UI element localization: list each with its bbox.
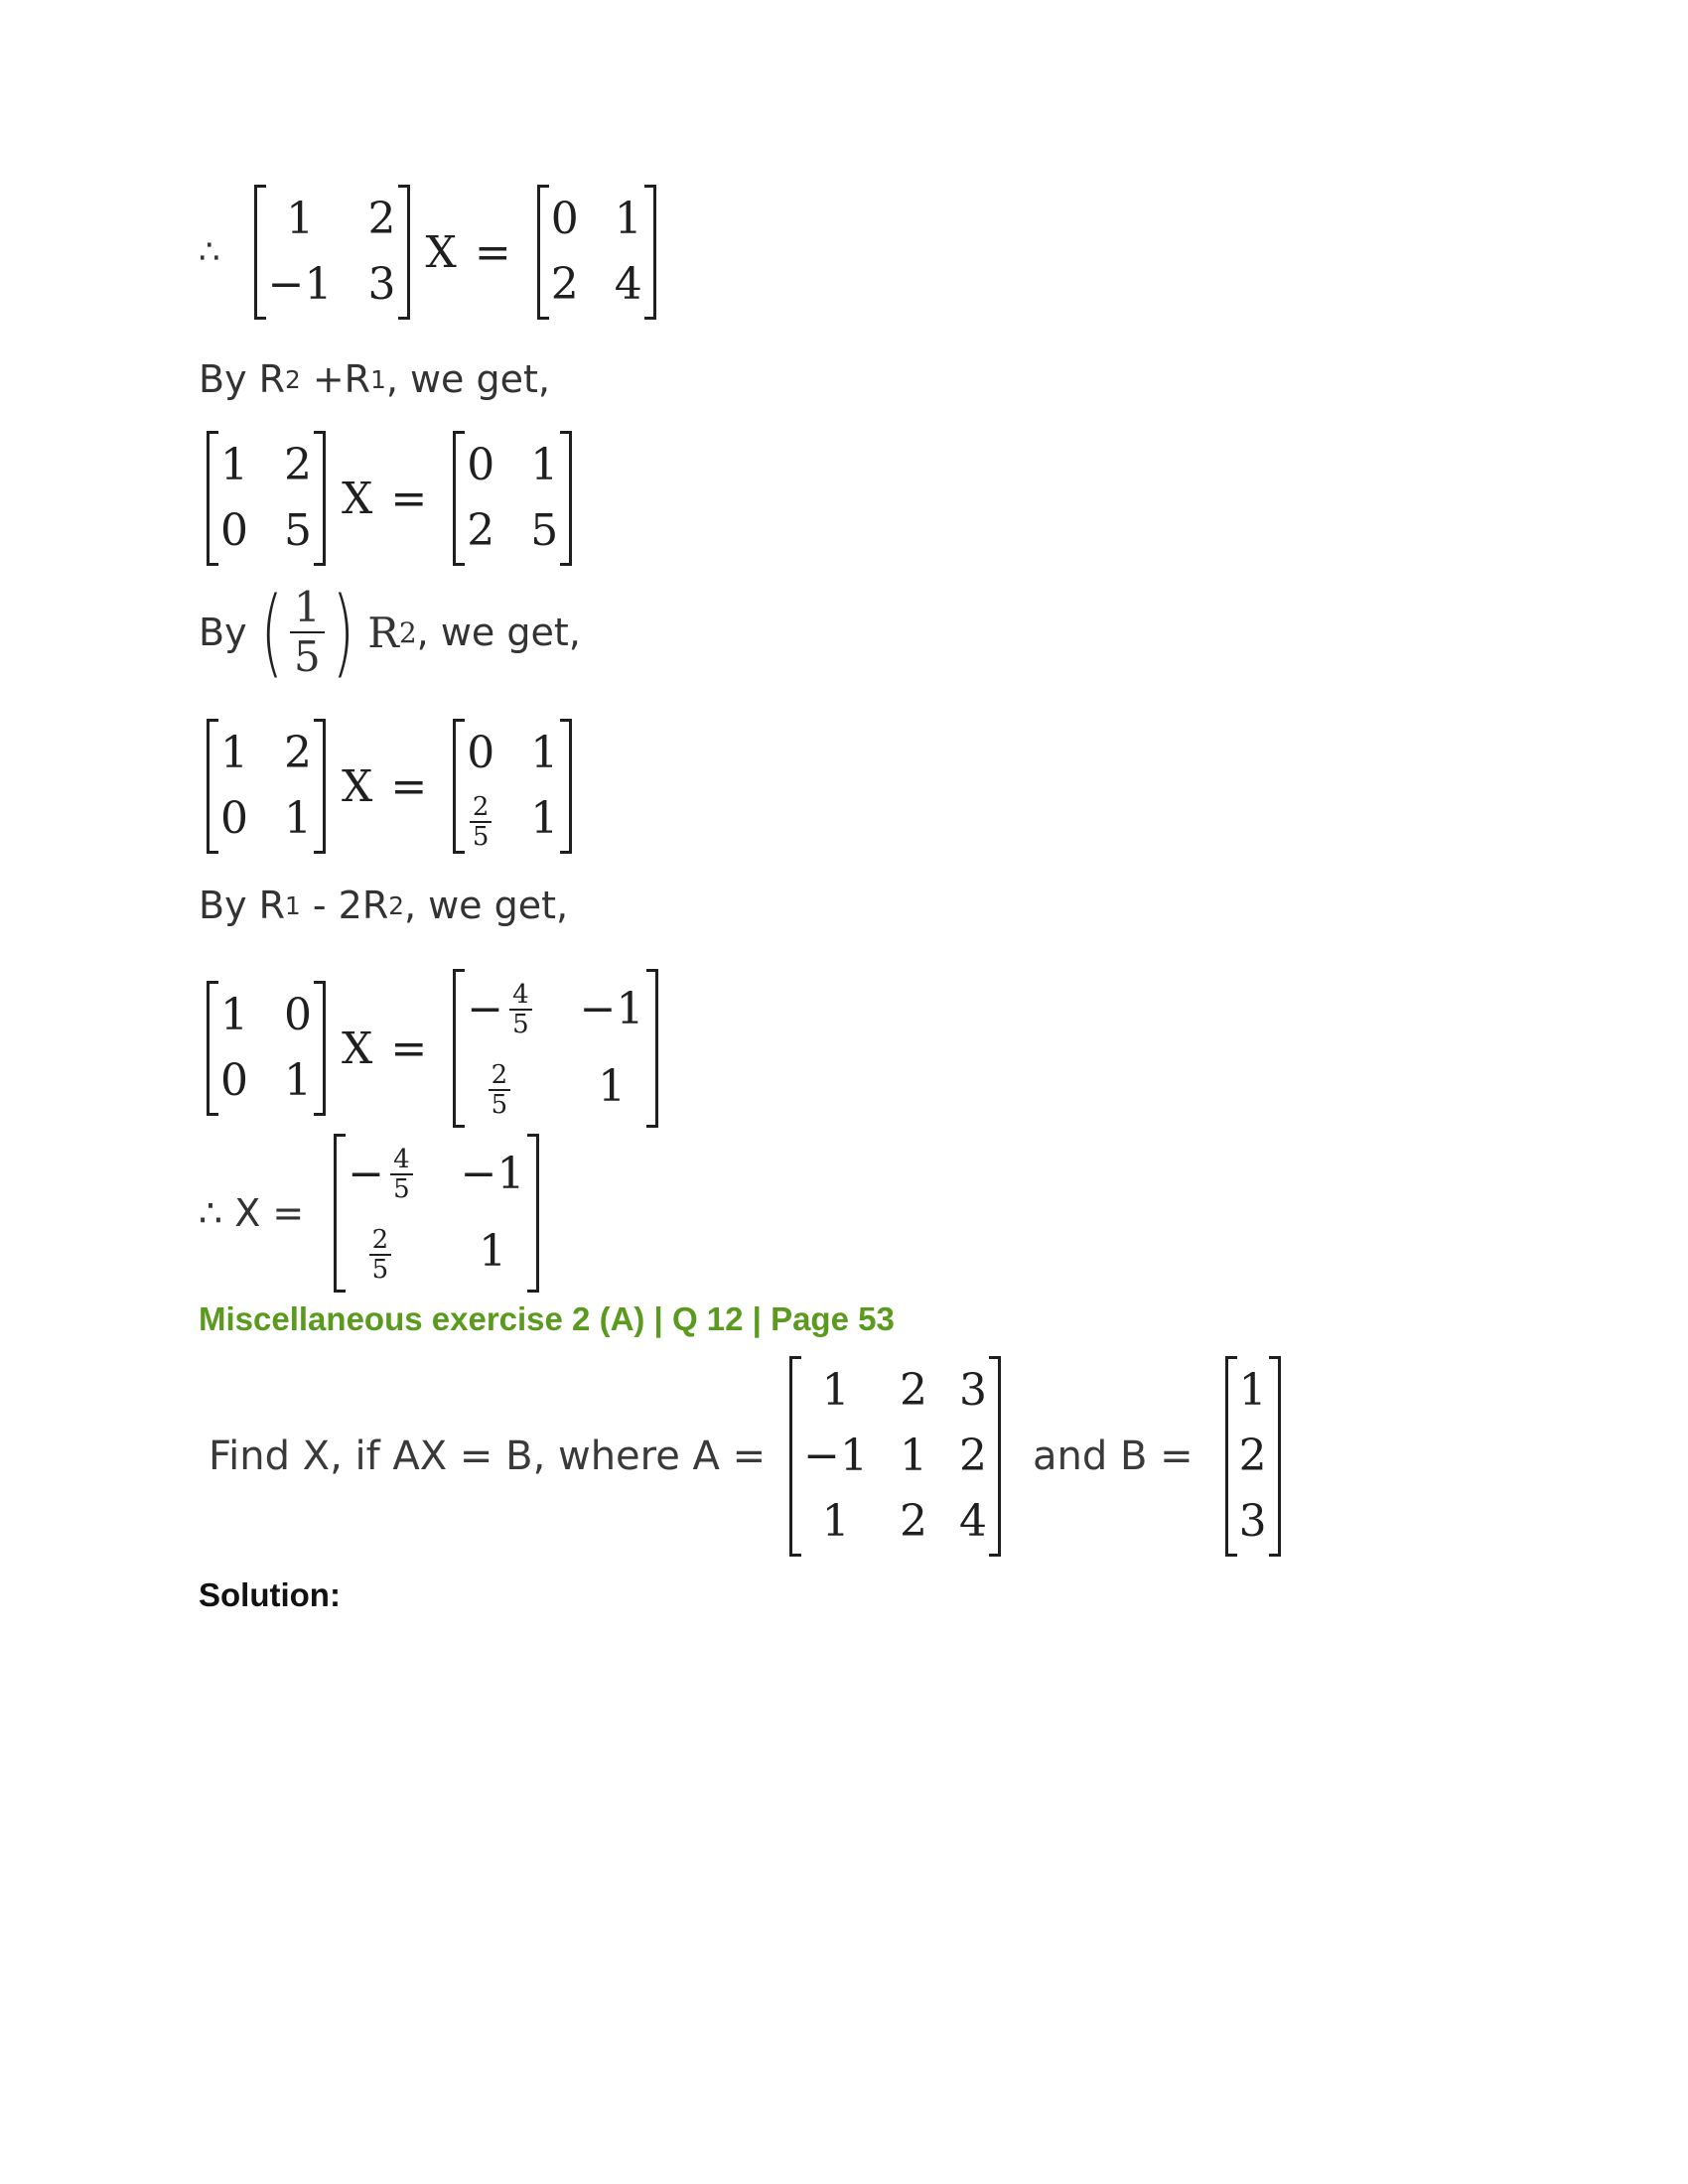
matrix-cell [348, 1138, 412, 1211]
fraction-denominator: 5 [294, 632, 321, 681]
row-symbol: R [367, 608, 399, 657]
matrix-cell: 1 [1238, 1365, 1267, 1416]
op-tail: , we get, [403, 884, 569, 927]
matrix-cell: 1 [614, 194, 642, 244]
op-subscript: 2 [398, 615, 417, 649]
right-paren: ) [332, 577, 354, 688]
matrix-right [453, 723, 572, 850]
op-subscript: 2 [388, 890, 404, 920]
result-matrix [334, 1138, 538, 1289]
matrix-cell: 2 [1238, 1431, 1267, 1481]
matrix-cell: 1 [284, 793, 312, 844]
fraction-denominator: 5 [512, 1010, 529, 1039]
question-reference-link[interactable]: Miscellaneous exercise 2 (A) | Q 12 | Page 53 [199, 1300, 895, 1337]
fraction-denominator: 5 [393, 1174, 410, 1204]
result-lead: ∴ X = [199, 1191, 305, 1235]
op-text: - 2R [300, 884, 389, 927]
op-tail: , we get, [385, 357, 550, 401]
matrix-cell: 2 [284, 728, 312, 778]
matrix-cell: 4 [614, 259, 642, 310]
matrix-cell: 2 [900, 1365, 928, 1416]
matrix-cell: 3 [1238, 1496, 1267, 1547]
matrix-cell [468, 788, 493, 850]
result-equation [199, 1138, 547, 1289]
fraction-numerator: 2 [369, 1227, 392, 1256]
matrix-cell: 2 [367, 194, 396, 244]
matrix-cell: 2 [959, 1431, 988, 1481]
matrix-cell: −1 [803, 1431, 869, 1481]
matrix-cell: 1 [821, 1496, 850, 1547]
matrix-cell: 1 [598, 1061, 627, 1112]
matrix-left [207, 723, 326, 850]
matrix-cell: 0 [467, 728, 495, 778]
matrix-cell: 1 [286, 194, 315, 244]
matrix-cell [467, 973, 531, 1046]
matrix-cell: 0 [467, 440, 495, 490]
matrix-a [789, 1360, 1001, 1553]
op-text: By [199, 611, 247, 654]
matrix-right [453, 973, 657, 1124]
equals-sign: = [390, 1023, 428, 1074]
matrix-cell: 3 [367, 259, 396, 310]
fraction-numerator: 2 [489, 1062, 511, 1091]
op-subscript: 1 [370, 364, 386, 394]
equation-step-1 [199, 189, 664, 316]
row-operation-1 [199, 357, 550, 401]
matrix-cell: −1 [460, 1149, 525, 1199]
question-statement [209, 1360, 1289, 1553]
matrix-cell: 1 [900, 1431, 928, 1481]
variable-x: X [342, 760, 373, 812]
therefore-symbol: ∴ [199, 232, 220, 272]
matrix-cell: −1 [267, 259, 333, 310]
question-text: Find X, if AX = B, where A = [209, 1433, 767, 1479]
matrix-cell: 2 [467, 505, 495, 556]
variable-x: X [342, 1023, 373, 1074]
variable-x: X [342, 473, 373, 524]
fraction-numerator: 2 [470, 794, 492, 823]
fraction [369, 1224, 392, 1285]
fraction-denominator: 5 [491, 1089, 508, 1120]
matrix-cell [367, 1215, 393, 1289]
left-paren: ( [260, 577, 283, 688]
row-operation-3 [199, 884, 568, 927]
matrix-cell: 4 [959, 1496, 988, 1547]
fraction [470, 791, 492, 852]
matrix-cell [487, 1050, 512, 1124]
matrix-cell: 0 [220, 505, 248, 556]
op-subscript: 1 [285, 890, 301, 920]
variable-x: X [425, 226, 457, 278]
matrix-left [207, 985, 326, 1112]
matrix-cell: −1 [579, 984, 644, 1034]
equation-step-4 [199, 973, 666, 1124]
op-text: +R [300, 357, 371, 401]
matrix-cell: 0 [284, 990, 312, 1040]
matrix-cell: 1 [530, 440, 559, 490]
matrix-cell: 1 [479, 1226, 507, 1277]
matrix-cell: 1 [821, 1365, 850, 1416]
matrix-b [1225, 1360, 1281, 1553]
equation-step-2 [199, 435, 580, 562]
minus-sign: − [348, 1149, 385, 1199]
matrix-cell: 0 [550, 194, 579, 244]
matrix-cell: 5 [284, 505, 312, 556]
equals-sign: = [390, 473, 428, 524]
matrix-cell: 5 [530, 505, 559, 556]
fraction-numerator: 4 [509, 982, 532, 1011]
minus-sign: − [467, 984, 504, 1034]
fraction [489, 1059, 511, 1120]
op-text: By R [199, 357, 286, 401]
matrix-cell: 2 [900, 1496, 928, 1547]
matrix-cell: 2 [284, 440, 312, 490]
matrix-cell: 0 [220, 1055, 248, 1106]
solution-label: Solution: [199, 1576, 341, 1613]
fraction-numerator: 4 [390, 1147, 413, 1175]
matrix-cell: 1 [284, 1055, 312, 1106]
op-text: By R [199, 884, 286, 927]
and-b-text: and B = [1033, 1433, 1194, 1479]
fraction [290, 584, 325, 681]
fraction-denominator: 5 [371, 1254, 389, 1285]
fraction-in-parentheses [253, 577, 362, 688]
op-tail: , we get, [416, 611, 581, 654]
matrix-cell: 1 [530, 793, 559, 844]
matrix-right [453, 435, 572, 562]
fraction-numerator: 1 [290, 584, 325, 633]
matrix-cell: 1 [220, 728, 248, 778]
op-subscript: 2 [285, 364, 301, 394]
matrix-left [207, 435, 326, 562]
fraction-denominator: 5 [472, 821, 490, 852]
matrix-cell: 1 [220, 440, 248, 490]
matrix-cell: 3 [959, 1365, 988, 1416]
matrix-cell: 1 [220, 990, 248, 1040]
matrix-cell: 1 [530, 728, 559, 778]
equals-sign: = [390, 760, 428, 812]
equation-step-3 [199, 723, 580, 850]
equals-sign: = [474, 226, 511, 278]
fraction [390, 1147, 413, 1202]
matrix-cell: 2 [550, 259, 579, 310]
matrix-right [537, 189, 656, 316]
matrix-cell: 0 [220, 793, 248, 844]
fraction [509, 982, 532, 1037]
matrix-left [254, 189, 410, 316]
row-operation-2 [199, 577, 581, 688]
